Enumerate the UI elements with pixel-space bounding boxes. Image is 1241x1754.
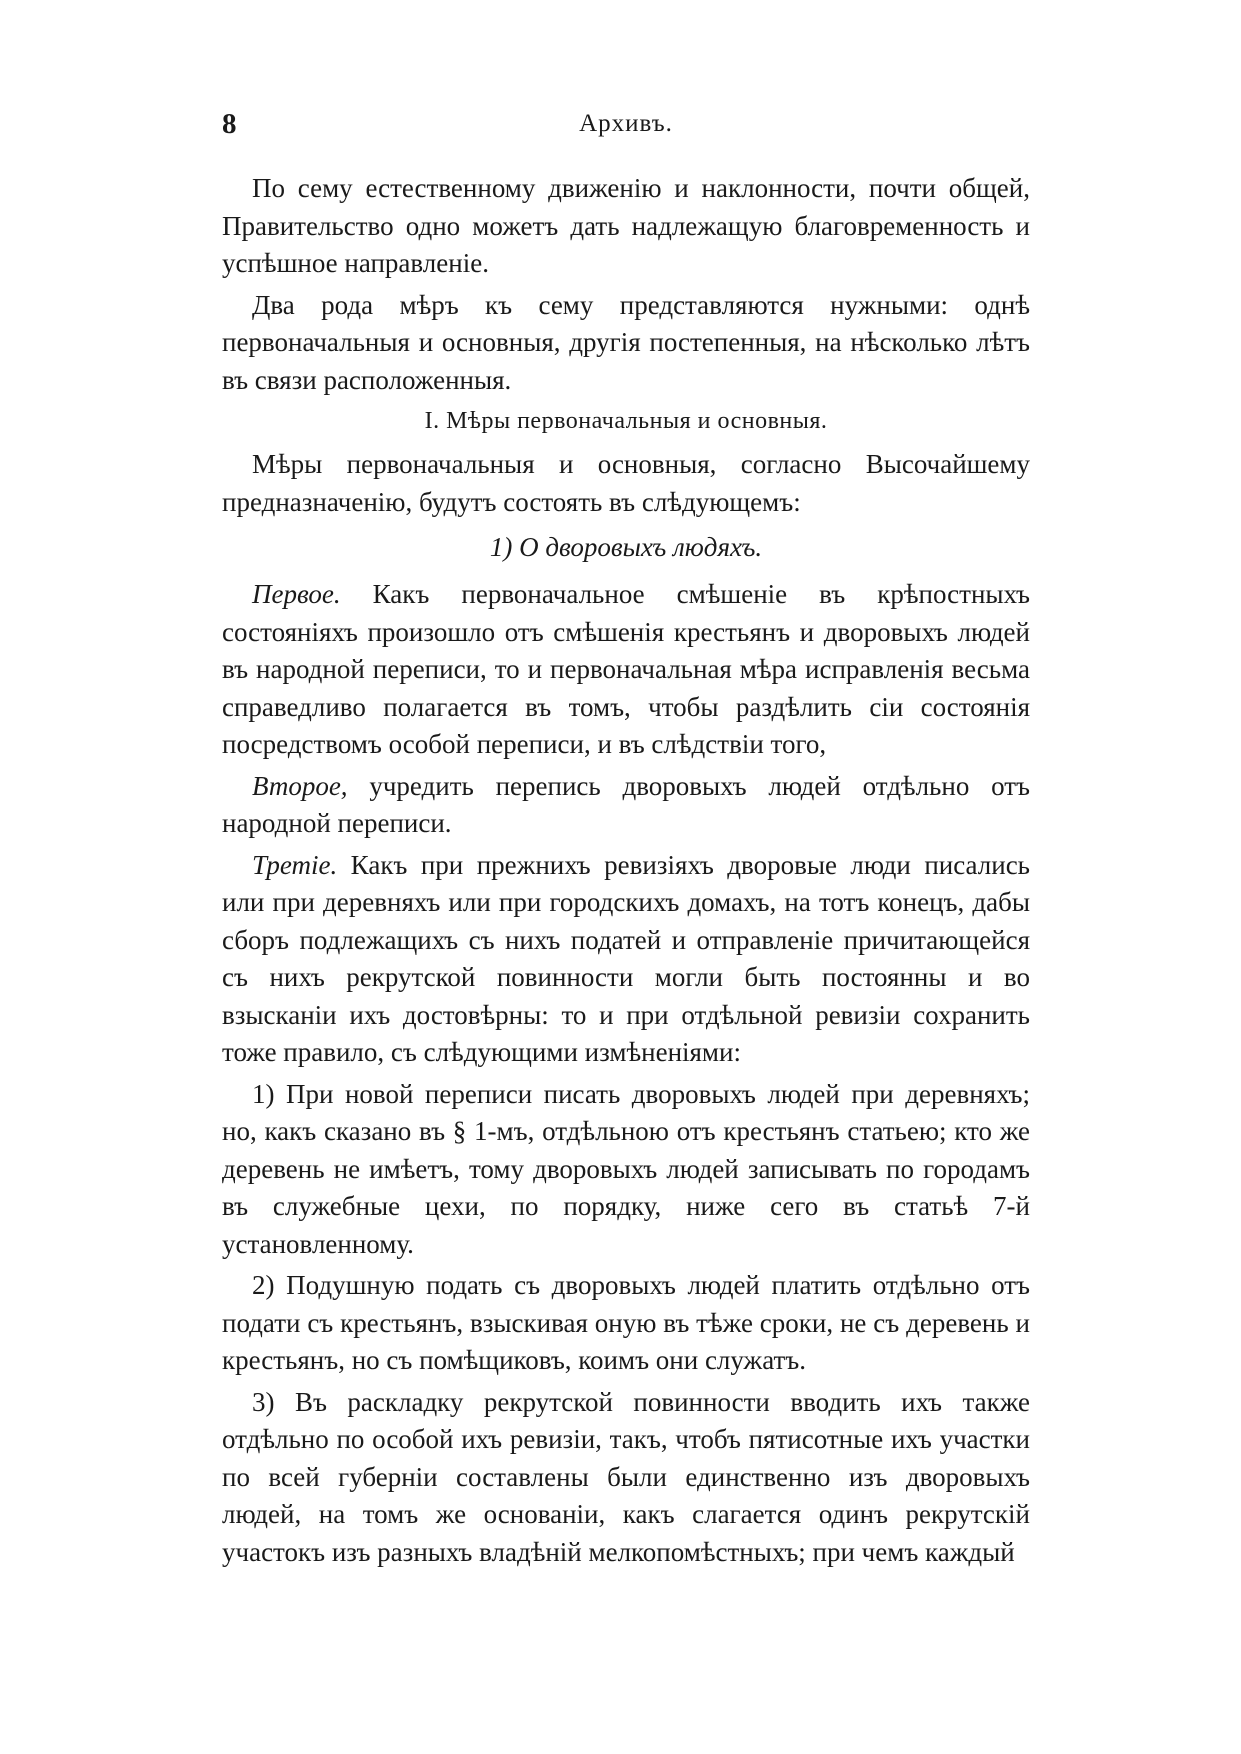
- item-second: [222, 768, 1030, 843]
- section-heading: I. Мѣры первоначальныя и основныя.: [424, 408, 828, 434]
- page-header: [222, 108, 1030, 148]
- item-third-text: Какъ при прежнихъ ревизіяхъ дворовые люди писались или при деревняхъ или при городскихъ домахъ, на тотъ конецъ, дабы сборъ подлежащихъ съ нихъ податей и отправленіе причитающейся съ нихъ рекрутской повинности могли быть постоянны и во взысканіи ихъ достовѣрны: то и при отдѣльной ревизіи сохранить тоже правило, съ слѣдующими измѣненіями:: [222, 849, 1030, 1067]
- numbered-item-2: 2) Подушную подать съ дворовыхъ людей платить отдѣльно отъ подати съ крестьянъ, взыскивая оную въ тѣже сроки, не съ деревень и крестьянъ, но съ помѣщиковъ, коимъ они служатъ.: [222, 1270, 1030, 1375]
- item-second-text: учредить перепись дворовыхъ людей отдѣльно отъ народной переписи.: [222, 770, 1030, 838]
- sub-heading: 1) О дворовыхъ людяхъ.: [489, 532, 763, 562]
- document-page: [222, 108, 1030, 1575]
- item-second-lead: Второе,: [252, 770, 348, 801]
- page-number: 8: [222, 108, 237, 140]
- numbered-item-1: 1) При новой переписи писать дворовыхъ людей при деревняхъ; но, какъ сказано въ § 1-мъ, отдѣльною отъ крестьянъ статьею; кто же деревень не имѣетъ, тому дворовыхъ людей записывать по городамъ въ служебные цехи, по порядку, ниже сего въ статьѣ 7-й установленному.: [222, 1078, 1030, 1259]
- item-third: [222, 847, 1030, 1072]
- running-title: Архивъ.: [579, 110, 673, 137]
- paragraph-2: Два рода мѣръ къ сему представляются нужными: однѣ первоначальныя и основныя, другія постепенныя, на нѣсколько лѣтъ въ связи расположенныя.: [222, 289, 1030, 395]
- section-intro: Мѣры первоначальныя и основныя, согласно Высочайшему предназначенію, будутъ состоять въ слѣдующемъ:: [222, 449, 1030, 517]
- item-third-lead: Третіе.: [252, 849, 338, 880]
- paragraph-1: По сему естественному движенію и наклонности, почти общей, Правительство одно можетъ дать надлежащую благовременность и успѣшное направленіе.: [222, 173, 1030, 278]
- item-first-lead: Первое.: [252, 579, 341, 609]
- item-first-text: Какъ первоначальное смѣшеніе въ крѣпостныхъ состояніяхъ произошло отъ смѣшенія крестьянъ и дворовыхъ людей въ народной переписи, то и первоначальная мѣра исправленія весьма справедливо полагается въ томъ, чтобы раздѣлить сіи состоянія посредствомъ особой переписи, и въ слѣдствіи того,: [222, 579, 1030, 759]
- item-first: [222, 576, 1030, 764]
- numbered-item-3: 3) Въ раскладку рекрутской повинности вводить ихъ также отдѣльно по особой ихъ ревизіи, такъ, чтобъ пятисотные ихъ участки по всей губерніи составлены были единственно изъ дворовыхъ людей, на томъ же основаніи, какъ слагается одинъ рекрутскій участокъ изъ разныхъ владѣній мелкопомѣстныхъ; при чемъ каждый: [222, 1386, 1030, 1567]
